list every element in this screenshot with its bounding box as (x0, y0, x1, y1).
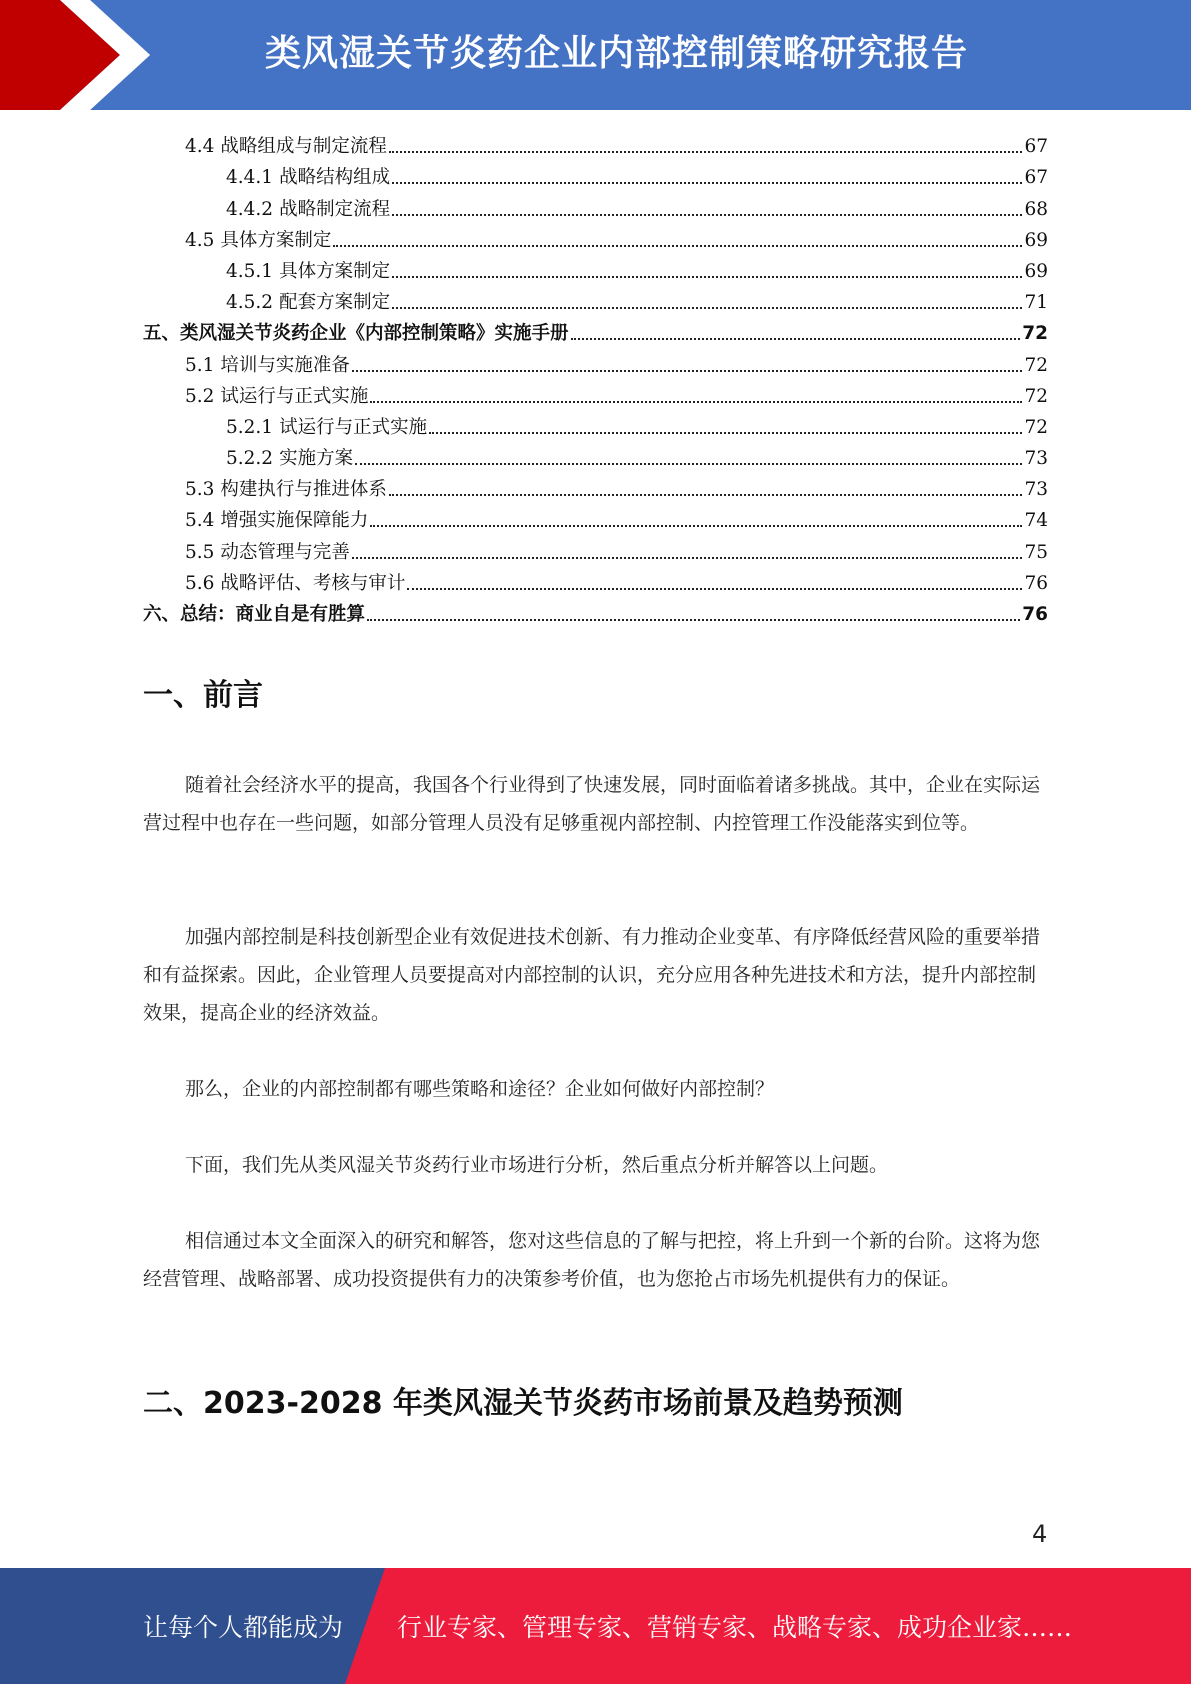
toc-entry-number: 5.1 (185, 354, 215, 376)
toc-entry-title: 试运行与正式实施 (279, 416, 428, 438)
toc-entry-number: 5.2.2 (226, 448, 274, 470)
toc-leader-dots (352, 557, 1023, 559)
paragraph-3: 那么，企业的内部控制都有哪些策略和途径？企业如何做好内部控制？ (185, 1078, 775, 1100)
toc-entry-number: 4.4.2 (226, 198, 274, 220)
toc-entry-page: 76 (1022, 604, 1048, 625)
toc-entry-number: 4.5.2 (226, 292, 274, 314)
toc-entry-title: 配套方案制定 (279, 292, 391, 314)
toc-leader-dots (352, 370, 1023, 372)
toc-entry-page: 71 (1024, 292, 1048, 314)
toc-entry[interactable] (143, 284, 1048, 315)
toc-entry-page: 72 (1024, 416, 1048, 438)
toc-leader-dots (370, 525, 1022, 527)
toc-entry-number: 4.5 (185, 229, 215, 251)
toc-entry-title: 战略制定流程 (279, 198, 391, 220)
toc-entry-title: 试运行与正式实施 (220, 385, 369, 407)
toc-entry-number: 4.4.1 (226, 167, 274, 189)
toc-entry-title: 战略结构组成 (279, 167, 391, 189)
toc-entry[interactable] (143, 596, 1048, 627)
footer-slogan-right: 行业专家、管理专家、营销专家、战略专家、成功企业家…… (397, 1613, 1073, 1642)
toc-entry[interactable] (143, 378, 1048, 409)
toc-entry-title: 五、类风湿关节炎药企业《内部控制策略》实施手册 (143, 323, 569, 345)
toc-entry-number: 5.5 (185, 541, 215, 563)
toc-leader-dots (571, 338, 1021, 340)
toc-entry-title: 具体方案制定 (220, 229, 332, 251)
toc-entry-title: 六、总结：商业自是有胜算 (143, 604, 366, 625)
section-heading-market-forecast: 二、2023-2028 年类风湿关节炎药市场前景及趋势预测 (143, 1386, 903, 1421)
toc-entry-page: 69 (1024, 229, 1048, 251)
table-of-contents (143, 128, 1048, 627)
toc-entry-page: 76 (1024, 572, 1048, 594)
toc-entry-title: 战略组成与制定流程 (220, 136, 387, 158)
toc-entry[interactable] (143, 346, 1048, 377)
toc-entry-number: 5.6 (185, 572, 215, 594)
toc-entry[interactable] (143, 253, 1048, 284)
toc-entry-page: 69 (1024, 260, 1048, 282)
toc-leader-dots (367, 619, 1020, 621)
toc-entry-page: 75 (1024, 541, 1048, 563)
toc-leader-dots (392, 276, 1022, 278)
toc-leader-dots (370, 401, 1022, 403)
toc-leader-dots (429, 432, 1022, 434)
toc-entry-title: 培训与实施准备 (220, 354, 350, 376)
toc-entry[interactable] (143, 315, 1048, 346)
toc-entry[interactable] (143, 128, 1048, 159)
paragraph-4: 下面，我们先从类风湿关节炎药行业市场进行分析，然后重点分析并解答以上问题。 (185, 1154, 889, 1176)
toc-entry-number: 5.2.1 (226, 416, 274, 438)
toc-entry-number: 4.4 (185, 136, 215, 158)
toc-entry[interactable] (143, 471, 1048, 502)
toc-entry[interactable] (143, 565, 1048, 596)
paragraph-1: 随着社会经济水平的提高，我国各个行业得到了快速发展，同时面临着诸多挑战。其中，企业在实际运营过程中也存在一些问题，如部分管理人员没有足够重视内部控制、内控管理工作没能落实到位等。 (143, 774, 1041, 834)
toc-entry-number: 4.5.1 (226, 260, 274, 282)
toc-entry[interactable] (143, 222, 1048, 253)
page-header (0, 0, 1191, 110)
toc-entry-number: 5.3 (185, 479, 215, 501)
toc-leader-dots (407, 588, 1022, 590)
page-number: 4 (1032, 1520, 1048, 1548)
toc-leader-dots (389, 494, 1023, 496)
toc-entry-page: 72 (1022, 323, 1048, 345)
toc-entry-page: 67 (1024, 136, 1048, 158)
toc-entry[interactable] (143, 502, 1048, 533)
toc-entry[interactable] (143, 440, 1048, 471)
toc-entry-page: 67 (1024, 167, 1048, 189)
report-title: 类风湿关节炎药企业内部控制策略研究报告 (265, 33, 969, 74)
toc-entry-page: 72 (1024, 354, 1048, 376)
toc-entry[interactable] (143, 533, 1048, 564)
toc-entry-title: 构建执行与推进体系 (220, 479, 387, 501)
section-heading-preface: 一、前言 (143, 678, 263, 713)
toc-entry-title: 动态管理与完善 (220, 541, 350, 563)
paragraph-2: 加强内部控制是科技创新型企业有效促进技术创新、有力推动企业变革、有序降低经营风险的重要举措和有益探索。因此，企业管理人员要提高对内部控制的认识，充分应用各种先进技术和方法，提升内部控制效果，提高企业的经济效益。 (143, 926, 1041, 1024)
toc-entry-title: 战略评估、考核与审计 (220, 572, 406, 594)
toc-entry-page: 73 (1024, 479, 1048, 501)
footer-slogan-left: 让每个人都能成为 (143, 1613, 344, 1642)
toc-leader-dots (392, 307, 1022, 309)
toc-entry[interactable] (143, 190, 1048, 221)
toc-entry-number: 5.4 (185, 510, 215, 532)
toc-entry-page: 74 (1024, 510, 1048, 532)
toc-entry-title: 增强实施保障能力 (220, 510, 369, 532)
toc-entry-number: 5.2 (185, 385, 215, 407)
toc-leader-dots (355, 463, 1022, 465)
toc-entry-page: 68 (1024, 198, 1048, 220)
toc-entry-page: 72 (1024, 385, 1048, 407)
toc-entry[interactable] (143, 159, 1048, 190)
toc-entry-page: 73 (1024, 448, 1048, 470)
toc-leader-dots (389, 151, 1023, 153)
toc-entry-title: 具体方案制定 (279, 260, 391, 282)
paragraph-5: 相信通过本文全面深入的研究和解答，您对这些信息的了解与把控，将上升到一个新的台阶。这将为您经营管理、战略部署、成功投资提供有力的决策参考价值，也为您抢占市场先机提供有力的保证。 (143, 1230, 1041, 1290)
toc-leader-dots (392, 214, 1022, 216)
toc-entry[interactable] (143, 409, 1048, 440)
page-footer (0, 1568, 1191, 1684)
toc-entry-title: 实施方案 (279, 448, 354, 470)
toc-leader-dots (333, 245, 1022, 247)
toc-leader-dots (392, 182, 1022, 184)
